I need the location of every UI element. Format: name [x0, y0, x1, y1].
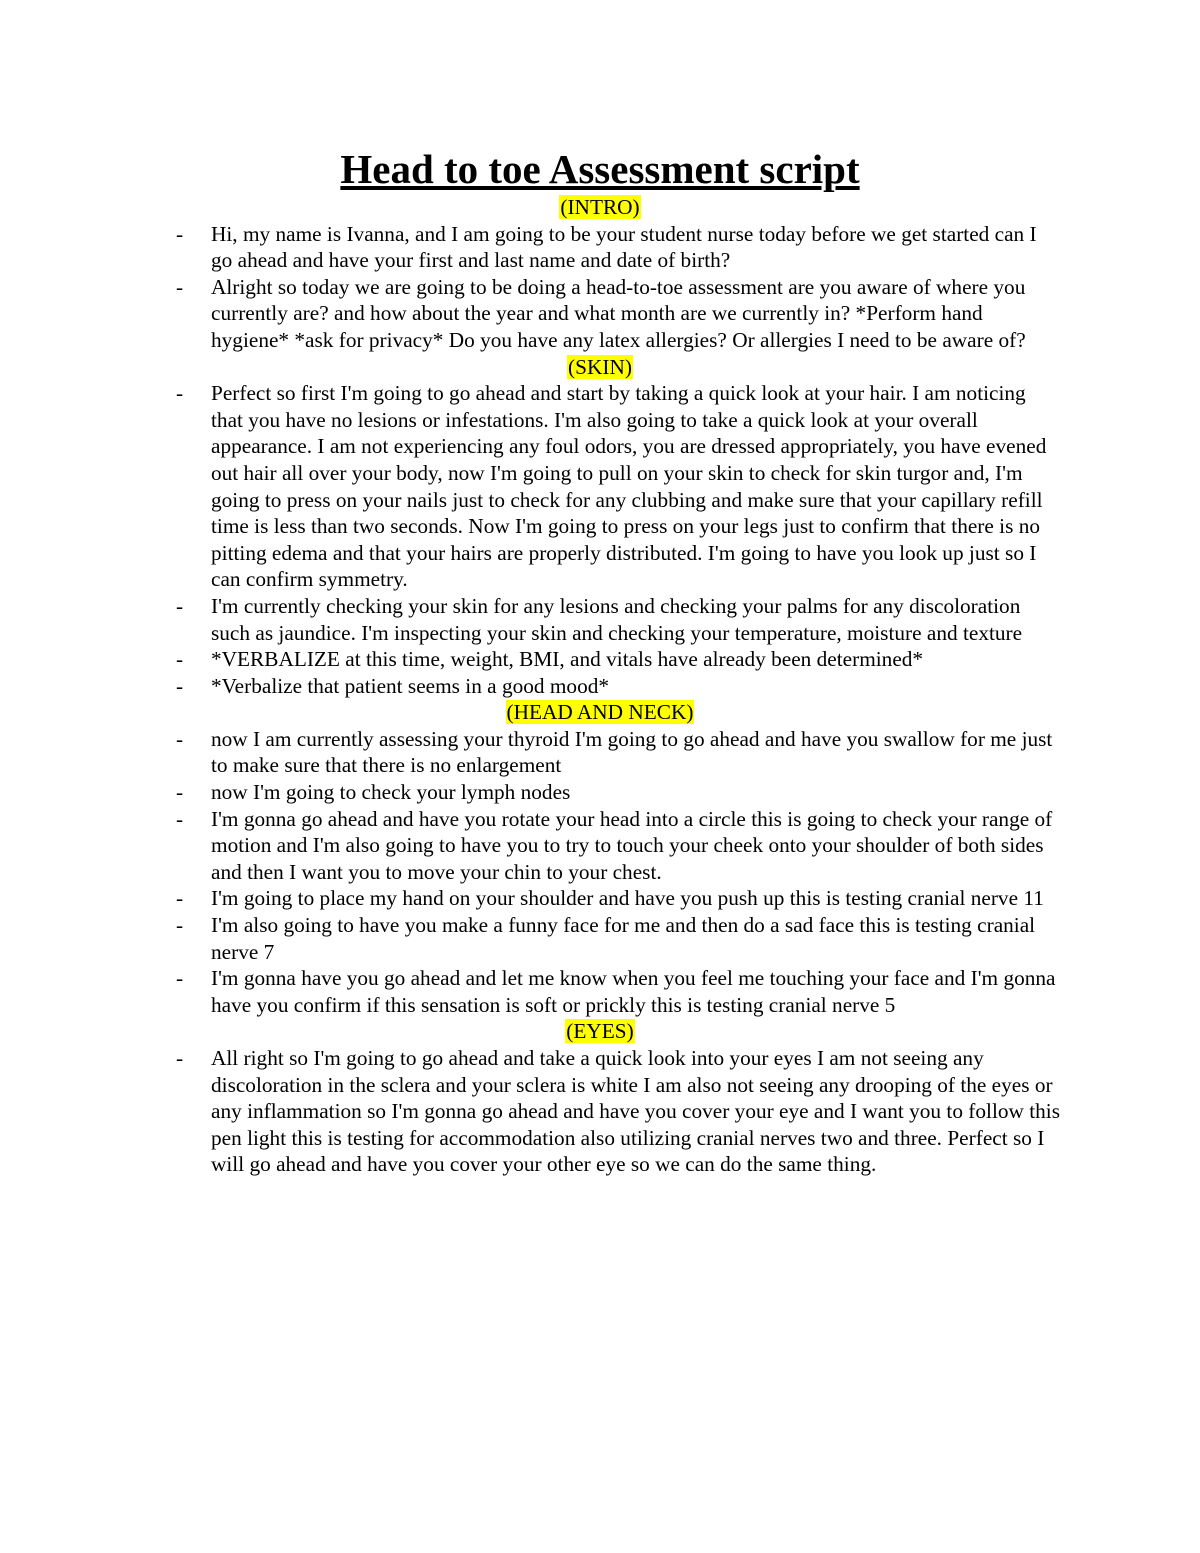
- bullet-dash: -: [176, 913, 184, 938]
- list-item: [0, 806, 1061, 886]
- list-item: [0, 593, 1061, 646]
- list-item-text: now I'm going to check your lymph nodes: [211, 780, 571, 805]
- list-item-text: I'm also going to have you make a funny face for me and then do a sad face this is testing cranial nerve 7: [211, 913, 1036, 964]
- section-heading-label: (INTRO): [560, 195, 640, 219]
- bullet-dash: -: [176, 886, 184, 911]
- bullet-dash: -: [176, 780, 184, 805]
- list-item-text: I'm gonna go ahead and have you rotate your head into a circle this is going to check your range of motion and I'm also going to have you to try to touch your cheek onto your shoulder of both sides and then I want you to move your chin to your chest.: [211, 806, 1053, 884]
- list-item: [0, 221, 1061, 274]
- list-item: [0, 912, 1061, 965]
- list-item: [0, 274, 1061, 354]
- list-item-text: All right so I'm going to go ahead and take a quick look into your eyes I am not seeing any discoloration in the sclera and your sclera is white I am also not seeing any drooping of the eyes or any inflammation so I'm gonna go ahead and have you cover your eye and I want you to follow this pen light this is testing for accommodation also utilizing cranial nerves two and three. Perfect so I will go ahead and have you cover your other eye so we can do the same thing.: [211, 1046, 1060, 1177]
- list-item-text: now I am currently assessing your thyroid I'm going to go ahead and have you swallow for me just to make sure that there is no enlargement: [211, 726, 1053, 778]
- bullet-dash: -: [176, 593, 184, 618]
- bullet-dash: -: [176, 806, 184, 831]
- bullet-dash: -: [176, 726, 184, 751]
- section-heading-intro: [0, 194, 1200, 221]
- list-item: [0, 673, 1061, 700]
- bullet-dash: -: [176, 221, 184, 246]
- list-item-text: *VERBALIZE at this time, weight, BMI, and vitals have already been determined*: [211, 647, 924, 672]
- list-item-text: Hi, my name is Ivanna, and I am going to be your student nurse today before we get started can I go ahead and have your first and last name and date of birth?: [211, 221, 1037, 273]
- page-title: Head to toe Assessment script: [340, 146, 860, 192]
- list-item: [0, 885, 1061, 912]
- bullet-dash: -: [176, 673, 184, 698]
- bullet-dash: -: [176, 1046, 184, 1070]
- section-heading-skin: [0, 354, 1200, 381]
- bullet-dash: -: [176, 647, 184, 672]
- list-item-text: I'm gonna have you go ahead and let me know when you feel me touching your face and I'm gonna have you confirm if this sensation is soft or prickly this is testing cranial nerve 5: [211, 966, 1056, 1017]
- list-item-text: Alright so today we are going to be doing a head-to-toe assessment are you aware of where you currently are? and how about the year and what month are we currently in? *Perform hand hygiene* *ask for privacy* Do you have any latex allergies? Or allergies I need to be aware of?: [211, 274, 1026, 352]
- list-item: [0, 380, 1061, 593]
- section-heading-label: (HEAD AND NECK): [506, 700, 694, 725]
- list-item-text: I'm going to place my hand on your shoulder and have you push up this is testing cranial nerve 11: [211, 886, 1044, 911]
- bullet-dash: -: [176, 966, 184, 991]
- bullet-dash: -: [176, 381, 184, 406]
- list-item: [0, 965, 1061, 1018]
- document-body: [0, 194, 1200, 1178]
- section-heading-label: (EYES): [566, 1019, 634, 1044]
- section-heading-head-and-neck: [0, 699, 1200, 726]
- bullet-dash: -: [176, 274, 184, 299]
- list-item: [0, 779, 1061, 806]
- list-item: [0, 726, 1061, 779]
- list-item: [0, 646, 1061, 673]
- section-heading-label: (SKIN): [568, 354, 632, 379]
- list-item-text: Perfect so first I'm going to go ahead and start by taking a quick look at your hair. I am noticing that you have no lesions or infestations. I'm also going to take a quick look at your overall appearance. I am not experiencing any foul odors, you are dressed appropriately, you have evened out hair all over your body, now I'm going to pull on your skin to check for skin turgor and, I'm going to press on your nails just to check for any clubbing and make sure that your capillary refill time is less than two seconds. Now I'm going to press on your legs just to confirm that there is no pitting edema and that your hairs are properly distributed. I'm going to have you look up just so I can confirm symmetry.: [211, 381, 1047, 592]
- list-item-text: I'm currently checking your skin for any lesions and checking your palms for any discoloration such as jaundice. I'm inspecting your skin and checking your temperature, moisture and texture: [211, 593, 1023, 645]
- section-heading-eyes: [0, 1018, 1200, 1045]
- list-item-text: *Verbalize that patient seems in a good mood*: [211, 673, 610, 698]
- list-item: [0, 1045, 1061, 1178]
